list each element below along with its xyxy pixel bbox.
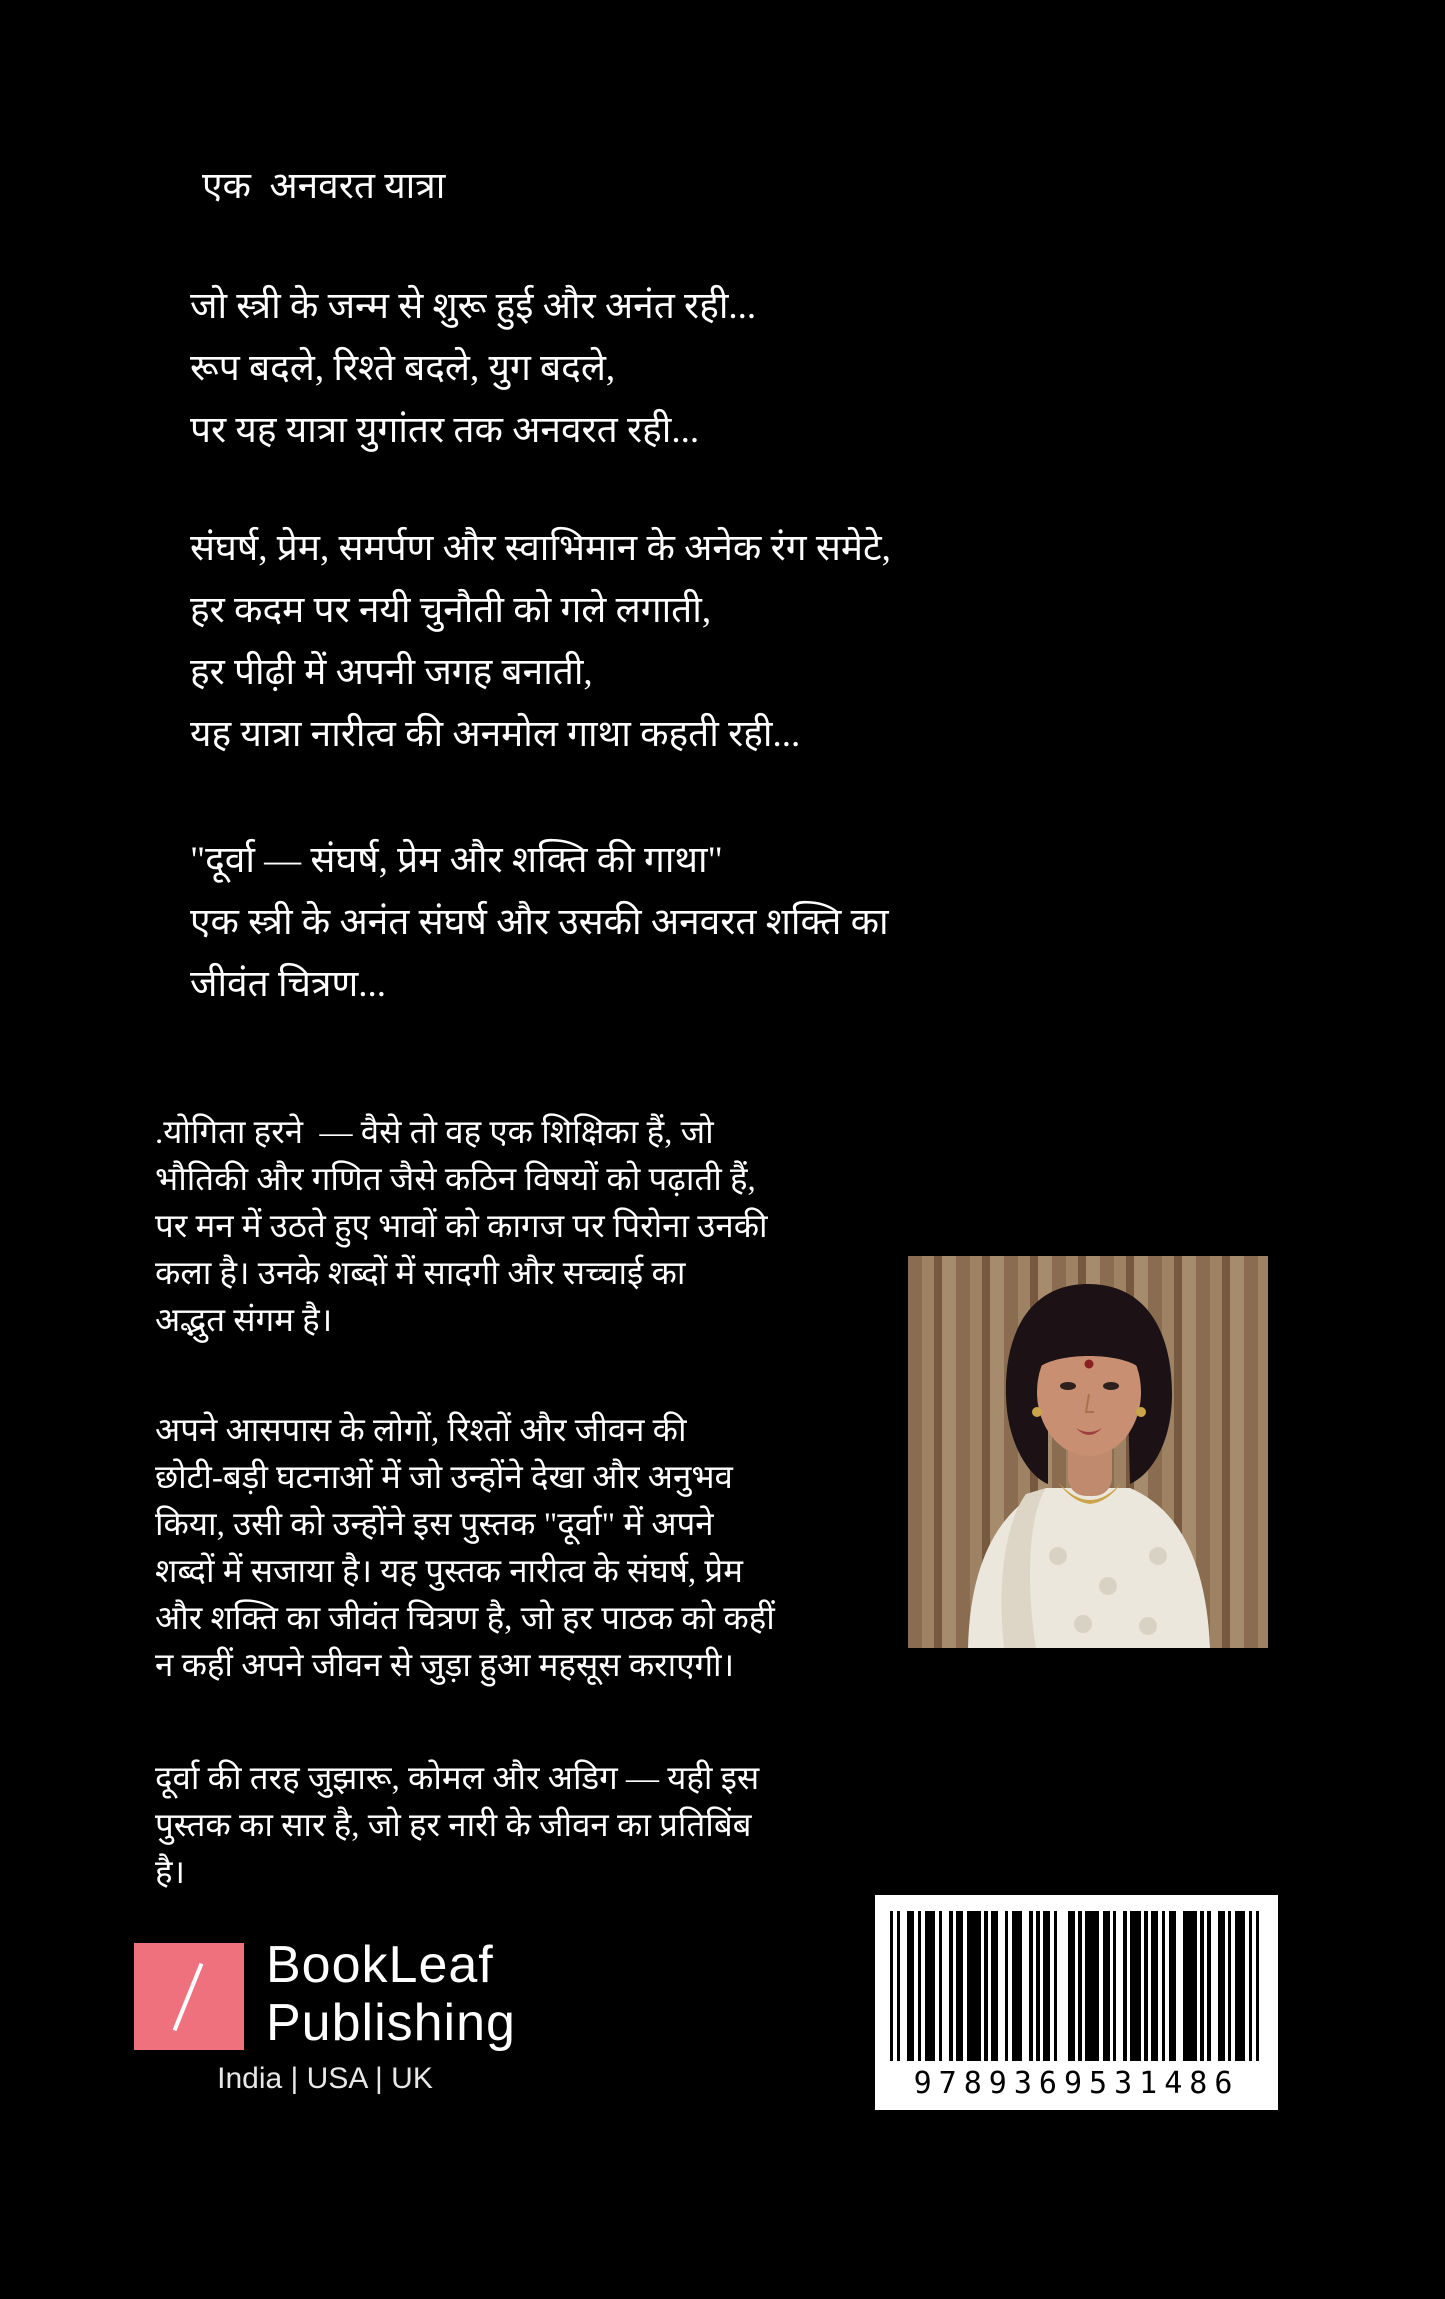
poem-line: "दूर्वा — संघर्ष, प्रेम और शक्ति की गाथा" bbox=[190, 840, 723, 881]
slash-icon bbox=[173, 1963, 204, 2031]
author-portrait-illustration bbox=[908, 1256, 1268, 1648]
bookleaf-logo-mark bbox=[134, 1943, 244, 2050]
poem-line: रूप बदले, रिश्ते बदले, युग बदले, bbox=[190, 348, 616, 389]
poem-stanza-3 bbox=[190, 830, 889, 1016]
publisher-name-line2: Publishing bbox=[266, 1994, 516, 2052]
author-bio-paragraph-2 bbox=[155, 1408, 775, 1690]
poem-line: यह यात्रा नारीत्व की अनमोल गाथा कहती रही... bbox=[190, 714, 801, 755]
barcode-bars bbox=[890, 1911, 1263, 2061]
author-bio-paragraph-3 bbox=[155, 1756, 759, 1897]
bio-line: न कहीं अपने जीवन से जुड़ा हुआ महसूस कराएगी। bbox=[155, 1648, 735, 1684]
bio-line: .योगिता हरने — वैसे तो वह एक शिक्षिका हैं, जो bbox=[155, 1115, 714, 1151]
bio-line: अद्भुत संगम है। bbox=[155, 1303, 333, 1339]
bio-line: पुस्तक का सार है, जो हर नारी के जीवन का प्रतिबिंब bbox=[155, 1808, 752, 1844]
poem-stanza-1 bbox=[190, 276, 756, 462]
bio-line: कला है। उनके शब्दों में सादगी और सच्चाई का bbox=[155, 1256, 686, 1292]
poem-line: हर पीढ़ी में अपनी जगह बनाती, bbox=[190, 652, 593, 693]
isbn-barcode bbox=[875, 1895, 1278, 2110]
poem-line: पर यह यात्रा युगांतर तक अनवरत रही... bbox=[190, 410, 700, 451]
poem-line: एक स्त्री के अनंत संघर्ष और उसकी अनवरत शक्ति का bbox=[190, 902, 889, 943]
bio-line: है। bbox=[155, 1855, 186, 1891]
bio-line: दूर्वा की तरह जुझारू, कोमल और अडिग — यही इस bbox=[155, 1761, 760, 1797]
poem-line: जो स्त्री के जन्म से शुरू हुई और अनंत रही... bbox=[190, 286, 757, 327]
author-photo bbox=[908, 1256, 1268, 1648]
bio-line: पर मन में उठते हुए भावों को कागज पर पिरोना उनकी bbox=[155, 1209, 768, 1245]
bio-line: शब्दों में सजाया है। यह पुस्तक नारीत्व के संघर्ष, प्रेम bbox=[155, 1554, 743, 1590]
bio-line: और शक्ति का जीवंत चित्रण है, जो हर पाठक को कहीं bbox=[155, 1601, 775, 1637]
bio-line: छोटी-बड़ी घटनाओं में जो उन्होंने देखा और अनुभव bbox=[155, 1460, 733, 1496]
poem-line: जीवंत चित्रण... bbox=[190, 964, 386, 1005]
bio-line: किया, उसी को उन्होंने इस पुस्तक "दूर्वा" में अपने bbox=[155, 1507, 714, 1543]
isbn-number: 9789369531486 bbox=[913, 2066, 1240, 2101]
bio-line: अपने आसपास के लोगों, रिश्तों और जीवन की bbox=[155, 1413, 687, 1449]
page-title: एक अनवरत यात्रा bbox=[202, 166, 446, 207]
poem-line: हर कदम पर नयी चुनौती को गले लगाती, bbox=[190, 590, 712, 631]
bio-line: भौतिकी और गणित जैसे कठिन विषयों को पढ़ाती हैं, bbox=[155, 1162, 756, 1198]
author-bio-paragraph-1 bbox=[155, 1110, 768, 1345]
poem-stanza-2 bbox=[190, 518, 891, 766]
poem-line: संघर्ष, प्रेम, समर्पण और स्वाभिमान के अनेक रंग समेटे, bbox=[190, 528, 891, 569]
publisher-regions: India | USA | UK bbox=[217, 2062, 433, 2095]
publisher-name bbox=[266, 1936, 516, 2052]
publisher-name-line1: BookLeaf bbox=[266, 1936, 494, 1994]
